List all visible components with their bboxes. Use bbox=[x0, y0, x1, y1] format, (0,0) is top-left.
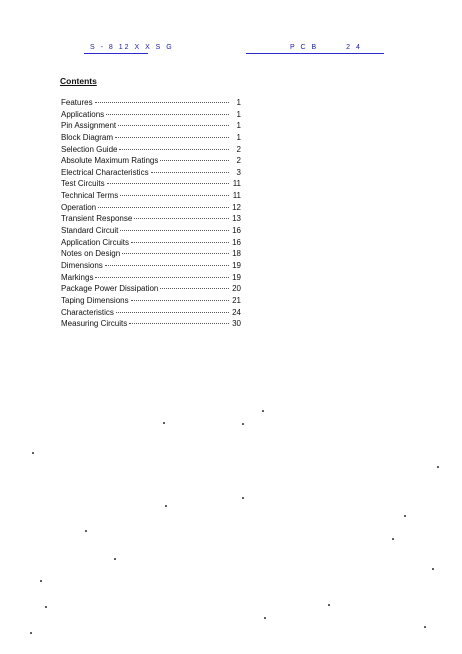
toc-dot-leader bbox=[134, 218, 229, 219]
toc-entry-label: Test Circuits bbox=[61, 179, 105, 189]
toc-entry-page: 3 bbox=[236, 167, 241, 177]
toc-entry-notes-on-design[interactable] bbox=[61, 248, 241, 260]
toc-entry-features[interactable] bbox=[61, 97, 241, 109]
toc-entry-dimensions[interactable] bbox=[61, 260, 241, 272]
table-of-contents bbox=[61, 97, 241, 330]
toc-entry-page: 30 bbox=[232, 319, 241, 329]
toc-entry-operation[interactable] bbox=[61, 202, 241, 214]
toc-entry-page: 2 bbox=[236, 144, 241, 154]
toc-entry-markings[interactable] bbox=[61, 272, 241, 284]
toc-dot-leader bbox=[160, 288, 229, 289]
toc-dot-leader bbox=[116, 312, 229, 313]
header-page-number: 2 4 bbox=[346, 44, 362, 51]
scan-speck bbox=[242, 423, 244, 425]
toc-entry-label: Taping Dimensions bbox=[61, 295, 129, 305]
toc-entry-block-diagram[interactable] bbox=[61, 132, 241, 144]
scan-speck bbox=[264, 617, 266, 619]
header-right bbox=[290, 44, 362, 51]
contents-title: Contents bbox=[60, 76, 97, 86]
toc-dot-leader bbox=[151, 172, 229, 173]
scan-speck bbox=[328, 604, 330, 606]
scan-speck bbox=[432, 568, 434, 570]
toc-entry-page: 16 bbox=[232, 237, 241, 247]
toc-entry-label: Standard Circuit bbox=[61, 226, 119, 236]
toc-dot-leader bbox=[122, 253, 229, 254]
toc-entry-label: Electrical Characteristics bbox=[61, 167, 149, 177]
scan-speck bbox=[165, 505, 167, 507]
toc-entry-label: Characteristics bbox=[61, 307, 114, 317]
scan-speck bbox=[163, 422, 165, 424]
toc-dot-leader bbox=[105, 265, 229, 266]
toc-entry-label: Selection Guide bbox=[61, 144, 118, 154]
toc-entry-applications[interactable] bbox=[61, 109, 241, 121]
toc-entry-page: 1 bbox=[236, 98, 241, 107]
toc-entry-page: 12 bbox=[232, 202, 241, 212]
toc-dot-leader bbox=[106, 114, 229, 115]
toc-entry-page: 11 bbox=[232, 191, 241, 201]
toc-entry-page: 16 bbox=[232, 226, 241, 236]
toc-entry-selection-guide[interactable] bbox=[61, 144, 241, 156]
toc-dot-leader bbox=[118, 125, 229, 126]
header-section-label: P C B bbox=[290, 44, 319, 51]
toc-entry-page: 18 bbox=[232, 249, 241, 259]
toc-entry-label: Operation bbox=[61, 202, 97, 212]
toc-entry-label: Technical Terms bbox=[61, 191, 119, 201]
toc-entry-label: Pin Assignment bbox=[61, 121, 117, 131]
header-left-rule bbox=[84, 53, 148, 54]
toc-entry-taping-dimensions[interactable] bbox=[61, 295, 241, 307]
toc-dot-leader bbox=[119, 149, 229, 150]
header-product-code: S - 8 12 X X S G bbox=[90, 44, 174, 51]
toc-entry-label: Transient Response bbox=[61, 214, 133, 224]
toc-dot-leader bbox=[120, 230, 229, 231]
toc-entry-label: Block Diagram bbox=[61, 132, 114, 142]
toc-dot-leader bbox=[160, 160, 229, 161]
toc-entry-label: Package Power Dissipation bbox=[61, 284, 159, 294]
scan-speck bbox=[424, 626, 426, 628]
toc-dot-leader bbox=[131, 242, 229, 243]
toc-entry-electrical-characteristics[interactable] bbox=[61, 167, 241, 179]
toc-dot-leader bbox=[95, 277, 229, 278]
toc-entry-absolute-maximum-ratings[interactable] bbox=[61, 155, 241, 167]
toc-entry-page: 20 bbox=[232, 284, 241, 294]
toc-entry-pin-assignment[interactable] bbox=[61, 120, 241, 132]
scan-speck bbox=[392, 538, 394, 540]
toc-entry-page: 19 bbox=[232, 260, 241, 270]
toc-entry-transient-response[interactable] bbox=[61, 213, 241, 225]
toc-entry-page: 13 bbox=[232, 214, 241, 224]
toc-dot-leader bbox=[95, 102, 229, 103]
toc-entry-label: Absolute Maximum Ratings bbox=[61, 156, 159, 166]
toc-entry-label: Applications bbox=[61, 109, 105, 119]
toc-entry-label: Markings bbox=[61, 272, 94, 282]
toc-entry-page: 21 bbox=[232, 295, 241, 305]
scan-speck bbox=[40, 580, 42, 582]
toc-entry-page: 1 bbox=[236, 121, 241, 131]
toc-dot-leader bbox=[131, 300, 229, 301]
toc-entry-label: Measuring Circuits bbox=[61, 319, 128, 329]
toc-dot-leader bbox=[98, 207, 229, 208]
scan-speck bbox=[262, 410, 264, 412]
scan-speck bbox=[114, 558, 116, 560]
toc-entry-technical-terms[interactable] bbox=[61, 190, 241, 202]
toc-entry-characteristics[interactable] bbox=[61, 307, 241, 319]
scan-speck bbox=[45, 606, 47, 608]
scan-speck bbox=[85, 530, 87, 532]
toc-dot-leader bbox=[120, 195, 229, 196]
toc-entry-label: Application Circuits bbox=[61, 237, 130, 247]
toc-dot-leader bbox=[129, 323, 229, 324]
header-right-rule bbox=[246, 53, 384, 54]
toc-entry-page: 1 bbox=[236, 109, 241, 119]
scan-speck bbox=[30, 632, 32, 634]
toc-entry-page: 11 bbox=[232, 179, 241, 189]
scan-speck bbox=[242, 497, 244, 499]
toc-dot-leader bbox=[115, 137, 229, 138]
toc-dot-leader bbox=[107, 183, 229, 184]
toc-entry-application-circuits[interactable] bbox=[61, 237, 241, 249]
toc-entry-page: 2 bbox=[236, 156, 241, 166]
scan-speck bbox=[404, 515, 406, 517]
toc-entry-measuring-circuits[interactable] bbox=[61, 318, 241, 330]
toc-entry-label: Features bbox=[61, 98, 93, 107]
toc-entry-label: Notes on Design bbox=[61, 249, 121, 259]
toc-entry-page: 1 bbox=[236, 132, 241, 142]
toc-entry-standard-circuit[interactable] bbox=[61, 225, 241, 237]
toc-entry-page: 19 bbox=[232, 272, 241, 282]
toc-entry-page: 24 bbox=[232, 307, 241, 317]
scan-speck bbox=[437, 466, 439, 468]
toc-entry-label: Dimensions bbox=[61, 260, 103, 270]
scan-speck bbox=[32, 452, 34, 454]
toc-entry-test-circuits[interactable] bbox=[61, 178, 241, 190]
toc-entry-package-power-dissipation[interactable] bbox=[61, 283, 241, 295]
